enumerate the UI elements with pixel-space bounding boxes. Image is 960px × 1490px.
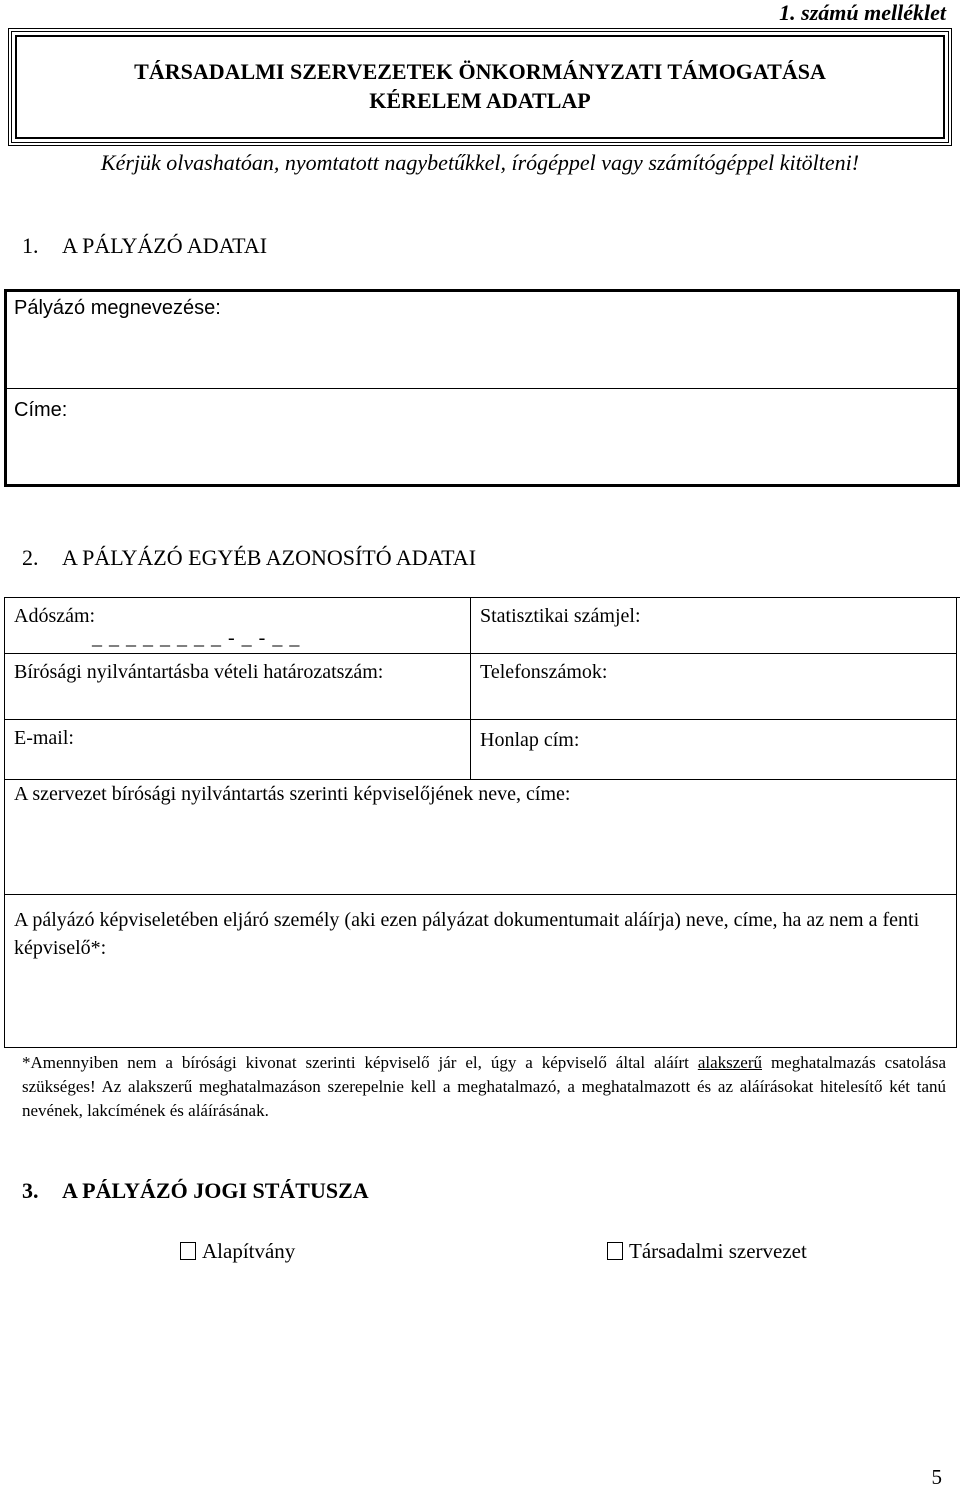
tax-number-label: Adószám:: [14, 605, 96, 627]
id-table-bottom: [4, 1047, 956, 1048]
form-title-line2: KÉRELEM ADATLAP: [369, 88, 591, 113]
id-row4-divider: [4, 894, 956, 895]
option-foundation[interactable]: [180, 1239, 295, 1264]
footnote-text-2: meghatalmazás csatolása szükséges! Az alakszerű meghatalmazáson szerepelnie kell a meghatalmazó, a meghatalmazott és az aláírásokat hitelesítő két tanú nevének, lakcímének és aláírásának.: [22, 1053, 947, 1120]
applicant-name-label: Pályázó megnevezése:: [14, 297, 221, 319]
id-table-left: [4, 597, 5, 1048]
page-number: 5: [931, 1465, 942, 1489]
agent-field[interactable]: [14, 964, 950, 1042]
agent-label: A pályázó képviseletében eljáró személy (aki ezen pályázat dokumentumait aláírja) neve, címe, ha az nem a fenti képviselő*:: [14, 909, 920, 959]
section3-number: 3.: [22, 1178, 39, 1203]
id-table-top: [4, 597, 960, 598]
phone-field[interactable]: [480, 690, 950, 716]
applicant-divider: [4, 388, 960, 389]
id-table-middle: [470, 597, 471, 779]
section1-number: 1.: [22, 233, 39, 258]
fill-instruction: Kérjük olvashatóan, nyomtatott nagybetűkkel, írógéppel vagy számítógéppel kitölteni!: [100, 150, 860, 175]
representative-label: A szervezet bírósági nyilvántartás szerinti képviselőjének neve, címe:: [14, 783, 571, 805]
annex-label: 1. számú melléklet: [779, 0, 946, 25]
footnote-underlined: alakszerű: [697, 1053, 763, 1072]
form-title-line1: TÁRSADALMI SZERVEZETEK ÖNKORMÁNYZATI TÁMOGATÁSA: [134, 59, 826, 84]
checkbox-icon[interactable]: [607, 1242, 623, 1260]
applicant-name-field[interactable]: [240, 296, 940, 382]
option-civil-organization-label: Társadalmi szervezet: [629, 1239, 807, 1263]
website-field[interactable]: [600, 725, 950, 775]
representative-field[interactable]: [14, 812, 950, 890]
court-registration-field[interactable]: [14, 690, 464, 716]
id-row2-divider: [4, 719, 956, 720]
section2-heading: A PÁLYÁZÓ EGYÉB AZONOSÍTÓ ADATAI: [62, 545, 477, 570]
court-registration-label: Bírósági nyilvántartásba vételi határozatszám:: [14, 661, 384, 683]
id-table-right: [956, 597, 957, 1048]
applicant-address-label: Címe:: [14, 399, 68, 421]
id-row1-divider: [4, 653, 956, 654]
option-foundation-label: Alapítvány: [202, 1239, 296, 1263]
email-label: E-mail:: [14, 727, 74, 749]
checkbox-icon[interactable]: [180, 1242, 196, 1260]
applicant-address-field[interactable]: [80, 398, 940, 478]
tax-number-field[interactable]: _ _ _ _ _ _ _ _ - _ - _ _: [92, 627, 301, 649]
section1-heading: A PÁLYÁZÓ ADATAI: [62, 233, 268, 258]
phone-label: Telefonszámok:: [480, 661, 608, 683]
section2-number: 2.: [22, 545, 39, 570]
stat-code-field[interactable]: [480, 630, 950, 652]
option-civil-organization[interactable]: [607, 1239, 807, 1264]
id-row3-divider: [4, 779, 956, 780]
website-label: Honlap cím:: [480, 729, 580, 751]
footnote-text-1: *Amennyiben nem a bírósági kivonat szerinti képviselő jár el, úgy a képviselő által aláírt: [22, 1053, 698, 1072]
footnote: [22, 1051, 946, 1123]
email-field[interactable]: [90, 725, 464, 775]
stat-code-label: Statisztikai számjel:: [480, 605, 641, 627]
section3-heading: A PÁLYÁZÓ JOGI STÁTUSZA: [62, 1178, 369, 1203]
